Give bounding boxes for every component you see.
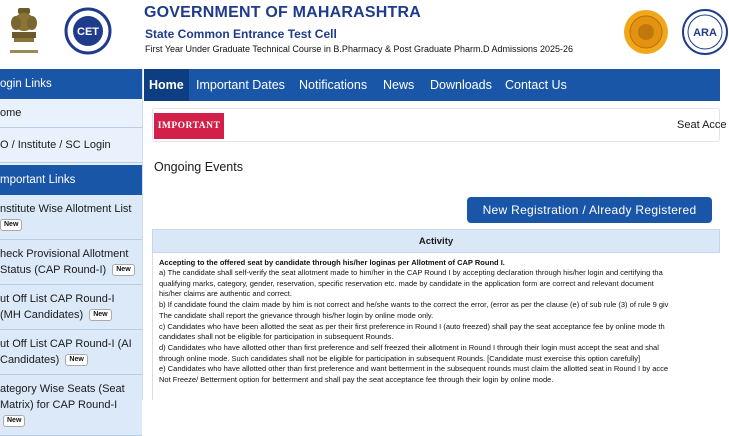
important-label: IMPORTANT (154, 113, 224, 139)
main-navbar (144, 69, 720, 101)
activity-heading: Activity (152, 229, 720, 253)
activity-line: b) If candidate found the claim made by him is not correct and he/she wants to the correct the error, (error as per the clause (e) of sub rule (3) of rule 9 giv (159, 300, 669, 310)
activity-line: candidates shall not be eligible for participation in subsequent Rounds. (159, 332, 394, 342)
activity-title: Accepting to the offered seat by candidate through his/her loginas per Allotment of CAP Round I. (159, 258, 505, 267)
sidebar-item-login[interactable]: O / Institute / SC Login (0, 128, 142, 163)
activity-line: his/her claims are authentic and correct. (159, 289, 292, 299)
course-title: First Year Under Graduate Technical Course in B.Pharmacy & Post Graduate Pharm.D Admissions 2025-26 (145, 44, 574, 54)
activity-line: The candidate shall report the grievance through his/her login by online mode only. (159, 310, 434, 320)
activity-panel (152, 253, 720, 400)
nav-home[interactable]: Home (144, 69, 189, 101)
important-ticker (152, 108, 727, 142)
sidebar (0, 69, 143, 425)
new-badge: New (65, 354, 87, 366)
ticker-text[interactable]: Seat Acce (677, 119, 727, 131)
important-links-heading: mportant Links (0, 165, 142, 195)
new-registration-button[interactable]: New Registration / Already Registered (467, 197, 712, 223)
login-links-heading: ogin Links (0, 69, 142, 99)
sidebar-item-cutoff-mh[interactable] (0, 285, 142, 330)
nav-important-dates[interactable]: Important Dates (196, 78, 285, 92)
new-badge: New (3, 415, 25, 427)
ara-logo-icon (681, 8, 729, 56)
sidebar-item-label: heck Provisional Allotment Status (CAP Round-I) (0, 248, 129, 276)
sidebar-item-seat-matrix[interactable] (0, 375, 142, 436)
activity-line: a) The candidate shall self-verify the seat allotment made to him/her in the CAP Round I by accepting declaration through his/her login and certifying tha (159, 268, 663, 277)
site-header (0, 0, 720, 69)
activity-line: c) Candidates who have been allotted the seat as per their first preference in Round I (auto freezed) shall pay the seat acceptance fee by online mode th (159, 321, 665, 331)
new-badge: New (112, 264, 134, 276)
new-badge: New (89, 309, 111, 321)
sidebar-item-cutoff-ai[interactable] (0, 330, 142, 375)
cell-title: State Common Entrance Test Cell (145, 27, 337, 41)
sidebar-item-label: ategory Wise Seats (Seat Matrix) for CAP Round-I (0, 383, 125, 411)
svg-text:ARA: ARA (693, 27, 717, 39)
sidebar-item-home[interactable]: ome (0, 99, 142, 128)
sidebar-item-label: nstitute Wise Allotment List (0, 203, 132, 215)
activity-line: through online mode. Such candidates shall not be eligible for participation in subsequent Rounds. [Candidate must exercise this option carefully] (159, 353, 641, 363)
activity-line: e) Candidates who have allotted other than first preference and want betterment in the subsequent rounds must claim the allotted seat in Round I by acce (159, 364, 669, 374)
cet-logo-icon (64, 7, 112, 55)
national-emblem-icon (4, 6, 44, 62)
sidebar-item-institute-allotment[interactable] (0, 195, 142, 240)
activity-line: qualifying marks, category, gender, reservation, specific reservation etc. made by candidate in the application form are correct and relevant document (159, 278, 654, 288)
sidebar-item-provisional-allotment[interactable] (0, 240, 142, 285)
nav-news[interactable]: News (383, 78, 415, 92)
government-title: GOVERNMENT OF MAHARASHTRA (144, 4, 421, 21)
activity-line: d) Candidates who have allotted other than first preference and self freezed their allotment in Round I through their login must accept the seat and shal (159, 342, 659, 352)
ongoing-events-heading: Ongoing Events (154, 160, 243, 174)
nav-notifications[interactable]: Notifications (299, 78, 368, 92)
sidebar-item-label: ut Off List CAP Round-I (AI Candidates) (0, 338, 132, 366)
maharashtra-seal-icon (622, 8, 670, 56)
activity-line: Not Freeze/ Betterment option for betterment and shall pay the seat acceptance fee through their login by online mode. (159, 375, 554, 385)
nav-downloads[interactable]: Downloads (430, 78, 492, 92)
nav-contact-us[interactable]: Contact Us (505, 78, 567, 92)
sidebar-item-label: ut Off List CAP Round-I (MH Candidates) (0, 293, 115, 321)
svg-text:CET: CET (77, 26, 99, 38)
new-badge: New (0, 219, 22, 231)
